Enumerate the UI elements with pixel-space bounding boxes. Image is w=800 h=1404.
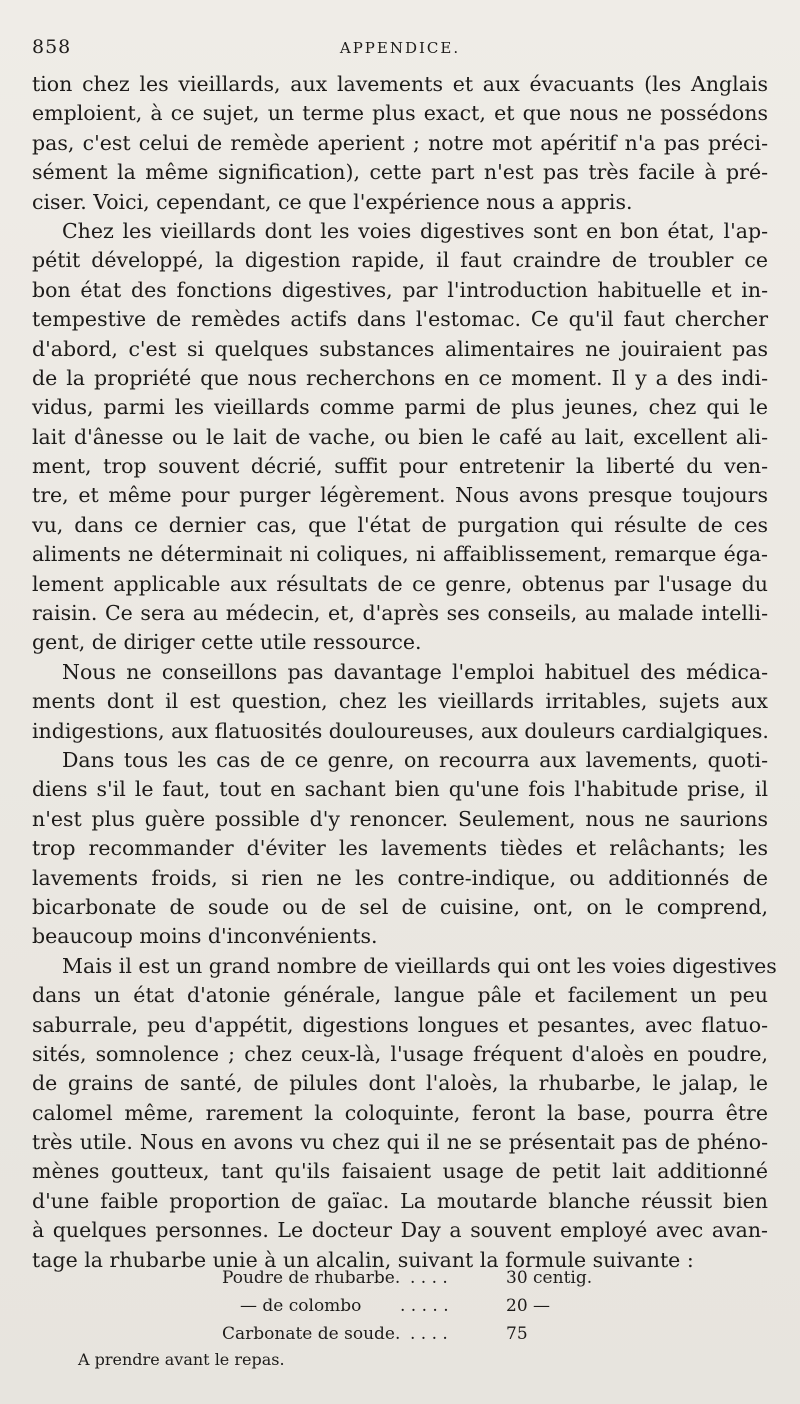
text-line: ment, trop souvent décrié, suffit pour entretenir la liberté du ven- [32,454,768,479]
text-line: tion chez les vieillards, aux lavements et aux évacuants (les Anglais [32,72,768,96]
formula-ingredient: — de colombo [240,1296,362,1316]
formula-row [0,1268,800,1292]
page-number: 858 [32,36,72,58]
text-line: très utile. Nous en avons vu chez qui il ne se présentait pas de phéno- [32,1130,768,1155]
text-line: vidus, parmi les vieillards comme parmi de plus jeunes, chez qui le [32,395,768,420]
text-line: tre, et même pour purger légèrement. Nous avons presque toujours [32,483,768,508]
text-line: bicarbonate de soude ou de sel de cuisine, ont, on le comprend, [32,894,768,919]
text-line: raisin. Ce sera au médecin, et, d'après ses conseils, au malade intelli- [32,601,768,626]
text-line: gent, de diriger cette utile ressource. [32,630,422,655]
formula-dose: 30 centig. [506,1268,593,1288]
running-head: APPENDICE. [339,39,461,57]
formula-ingredient: Carbonate de soude. [222,1324,401,1344]
text-line: de la propriété que nous recherchons en ce moment. Il y a des indi- [32,365,768,390]
formula-leader-dots: . . . . . [400,1296,449,1316]
formula-row [0,1324,800,1348]
text-line: pas, c'est celui de remède aperient ; notre mot apéritif n'a pas préci- [32,130,768,155]
text-line: emploient, à ce sujet, un terme plus exact, et que nous ne possédons [32,101,768,126]
text-line: à quelques personnes. Le docteur Day a souvent employé avec avan- [32,1218,768,1243]
dosage-note: A prendre avant le repas. [78,1350,285,1369]
text-line: aliments ne déterminait ni coliques, ni affaiblissement, remarque éga- [32,542,768,567]
paragraph [32,952,777,1275]
text-line: lavements froids, si rien ne les contre-indique, ou additionnés de [32,865,768,890]
formula-row [0,1296,800,1320]
text-line: Dans tous les cas de ce genre, on recourra aux lavements, quoti- [62,747,768,772]
text-line: lement applicable aux résultats de ce genre, obtenus par l'usage du [32,571,768,596]
text-line: calomel même, rarement la coloquinte, feront la base, pourra être [32,1100,768,1125]
text-line: dans un état d'atonie générale, langue pâle et facilement un peu [32,983,768,1008]
text-line: d'abord, c'est si quelques substances alimentaires ne jouiraient pas [32,336,768,361]
text-line: Nous ne conseillons pas davantage l'emploi habituel des médica- [62,659,768,684]
text-line: pétit développé, la digestion rapide, il faut craindre de troubler ce [32,248,768,273]
text-line: sités, somnolence ; chez ceux-là, l'usage fréquent d'aloès en poudre, [32,1041,768,1066]
formula-dose: 75 [506,1324,528,1344]
body-text [32,70,777,1275]
text-line: bon état des fonctions digestives, par l'introduction habituelle et in- [32,277,768,302]
text-line: Mais il est un grand nombre de vieillards qui ont les voies digestives [62,953,777,978]
formula-leader-dots: . . . . [410,1268,448,1288]
text-line: diens s'il le faut, tout en sachant bien qu'une fois l'habitude prise, il [32,777,768,802]
formula-dose: 20 — [506,1296,551,1316]
formula-ingredient: Poudre de rhubarbe. [222,1268,401,1288]
text-line: sément la même signification), cette part n'est pas très facile à pré- [32,160,768,185]
text-line: trop recommander d'éviter les lavements tièdes et relâchants; les [32,836,768,861]
paragraph [32,746,768,952]
text-line: tage la rhubarbe unie à un alcalin, suivant la formule suivante : [32,1247,694,1272]
text-line: ments dont il est question, chez les vieillards irritables, sujets aux [32,689,768,714]
text-line: indigestions, aux flatuosités douloureuses, aux douleurs cardialgiques. [32,718,769,743]
text-line: d'une faible proportion de gaïac. La moutarde blanche réussit bien [32,1188,768,1213]
page-header [30,36,770,60]
text-line: ciser. Voici, cependant, ce que l'expérience nous a appris. [32,189,633,214]
text-line: beaucoup moins d'inconvénients. [32,924,378,949]
text-line: saburrale, peu d'appétit, digestions longues et pesantes, avec flatuo- [32,1012,768,1037]
text-line: Chez les vieillards dont les voies digestives sont en bon état, l'ap- [62,218,768,243]
text-line: lait d'ânesse ou le lait de vache, ou bien le café au lait, excellent ali- [32,424,768,449]
formula-leader-dots: . . . . [410,1324,448,1344]
text-line: n'est plus guère possible d'y renoncer. Seulement, nous ne saurions [32,806,768,831]
text-line: mènes goutteux, tant qu'ils faisaient usage de petit lait additionné [32,1159,768,1184]
text-line: de grains de santé, de pilules dont l'aloès, la rhubarbe, le jalap, le [32,1071,768,1096]
text-line: vu, dans ce dernier cas, que l'état de purgation qui résulte de ces [32,512,768,537]
text-line: tempestive de remèdes actifs dans l'estomac. Ce qu'il faut chercher [32,307,768,332]
paragraph [32,217,768,658]
paragraph [32,70,768,217]
paragraph [32,658,768,746]
